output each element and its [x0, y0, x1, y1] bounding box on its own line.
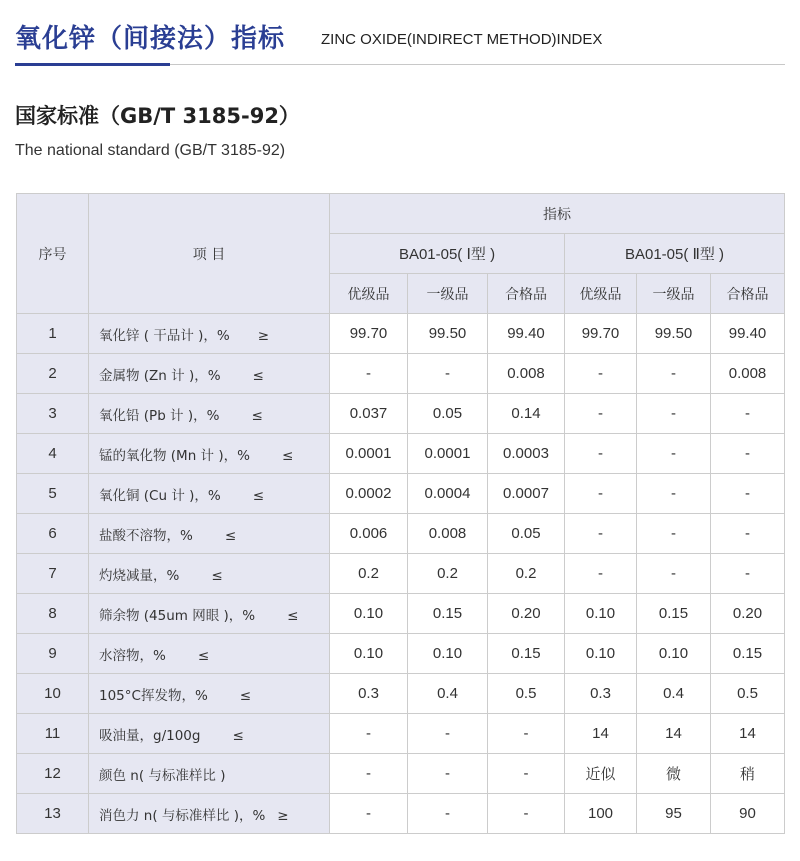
- value-cell: 0.3: [565, 674, 637, 714]
- row-number: 11: [17, 714, 89, 754]
- page-header: [15, 18, 785, 66]
- value-cell: -: [488, 754, 565, 794]
- row-item: [89, 714, 330, 754]
- row-item: [89, 514, 330, 554]
- row-number: 13: [17, 794, 89, 834]
- row-number: 2: [17, 354, 89, 394]
- value-cell: 近似: [565, 754, 637, 794]
- row-number: 5: [17, 474, 89, 514]
- value-cell: -: [565, 474, 637, 514]
- table-row: [17, 514, 785, 554]
- table-row: [17, 674, 785, 714]
- value-cell: 0.3: [330, 674, 408, 714]
- item-label: 金属物 (Zn 计 )，%: [99, 367, 221, 384]
- header-type-2: BA01-05( Ⅱ型 ): [565, 234, 785, 274]
- value-cell: 0.15: [408, 594, 488, 634]
- table-row: [17, 434, 785, 474]
- row-number: 7: [17, 554, 89, 594]
- value-cell: 0.2: [408, 554, 488, 594]
- comparison-symbol: ≤: [197, 647, 210, 664]
- value-cell: 0.10: [565, 594, 637, 634]
- value-cell: 99.70: [565, 314, 637, 354]
- value-cell: -: [565, 394, 637, 434]
- value-cell: 0.0007: [488, 474, 565, 514]
- row-item: [89, 354, 330, 394]
- header-grade: 合格品: [711, 274, 785, 314]
- table-head: [17, 194, 785, 314]
- header-index: 指标: [330, 194, 785, 234]
- row-item: [89, 434, 330, 474]
- value-cell: 微: [637, 754, 711, 794]
- row-number: 10: [17, 674, 89, 714]
- header-no: 序号: [17, 194, 89, 314]
- value-cell: 0.0001: [330, 434, 408, 474]
- value-cell: 0.008: [711, 354, 785, 394]
- value-cell: 0.037: [330, 394, 408, 434]
- value-cell: 0.2: [488, 554, 565, 594]
- row-item: [89, 794, 330, 834]
- value-cell: 99.70: [330, 314, 408, 354]
- table-row: [17, 474, 785, 514]
- row-item: [89, 474, 330, 514]
- table-row: [17, 314, 785, 354]
- value-cell: 0.006: [330, 514, 408, 554]
- row-number: 6: [17, 514, 89, 554]
- value-cell: 0.10: [637, 634, 711, 674]
- value-cell: 0.0004: [408, 474, 488, 514]
- value-cell: 0.4: [637, 674, 711, 714]
- table-row: [17, 714, 785, 754]
- value-cell: 稍: [711, 754, 785, 794]
- row-number: 1: [17, 314, 89, 354]
- value-cell: 90: [711, 794, 785, 834]
- comparison-symbol: ≤: [224, 527, 237, 544]
- item-label: 氧化铅 (Pb 计 )，%: [99, 407, 220, 424]
- value-cell: 99.40: [488, 314, 565, 354]
- header-accent-bar: [15, 63, 170, 66]
- value-cell: 0.05: [408, 394, 488, 434]
- table-row: [17, 594, 785, 634]
- comparison-symbol: ≥: [257, 327, 270, 344]
- item-label: 水溶物，%: [99, 647, 166, 664]
- table-row: [17, 794, 785, 834]
- value-cell: -: [637, 474, 711, 514]
- item-label: 氧化铜 (Cu 计 )，%: [99, 487, 221, 504]
- table-row: [17, 754, 785, 794]
- value-cell: -: [711, 514, 785, 554]
- value-cell: -: [711, 434, 785, 474]
- row-item: [89, 314, 330, 354]
- standard-title: 国家标准（GB/T 3185-92）: [15, 104, 300, 128]
- value-cell: -: [408, 354, 488, 394]
- value-cell: 0.008: [408, 514, 488, 554]
- header-grade: 一级品: [408, 274, 488, 314]
- comparison-symbol: ≤: [252, 367, 264, 384]
- value-cell: -: [711, 474, 785, 514]
- value-cell: 14: [711, 714, 785, 754]
- row-number: 3: [17, 394, 89, 434]
- value-cell: 0.2: [330, 554, 408, 594]
- row-number: 4: [17, 434, 89, 474]
- page-title: 氧化锌（间接法）指标: [15, 24, 286, 54]
- table-row: [17, 634, 785, 674]
- value-cell: -: [637, 394, 711, 434]
- value-cell: -: [488, 714, 565, 754]
- value-cell: -: [408, 754, 488, 794]
- value-cell: -: [330, 714, 408, 754]
- value-cell: -: [637, 554, 711, 594]
- comparison-symbol: ≤: [211, 567, 223, 584]
- value-cell: 0.20: [711, 594, 785, 634]
- value-cell: 0.10: [330, 634, 408, 674]
- spec-table: [16, 193, 785, 834]
- value-cell: 95: [637, 794, 711, 834]
- table-row: [17, 354, 785, 394]
- value-cell: 0.14: [488, 394, 565, 434]
- item-label: 盐酸不溶物，%: [99, 527, 193, 544]
- value-cell: -: [637, 354, 711, 394]
- value-cell: -: [330, 754, 408, 794]
- value-cell: 100: [565, 794, 637, 834]
- header-grade: 合格品: [488, 274, 565, 314]
- item-label: 105°C挥发物，%: [99, 687, 208, 704]
- value-cell: -: [408, 794, 488, 834]
- row-item: [89, 634, 330, 674]
- table-row: [17, 394, 785, 434]
- value-cell: 0.15: [637, 594, 711, 634]
- value-cell: 99.50: [637, 314, 711, 354]
- value-cell: -: [711, 554, 785, 594]
- comparison-symbol: ≤: [232, 727, 244, 744]
- value-cell: 0.05: [488, 514, 565, 554]
- value-cell: 0.008: [488, 354, 565, 394]
- value-cell: -: [711, 394, 785, 434]
- value-cell: 0.20: [488, 594, 565, 634]
- value-cell: 0.15: [488, 634, 565, 674]
- item-label: 筛余物 (45um 网眼 )，%: [99, 607, 256, 624]
- item-label: 颜色 n( 与标准样比 ): [99, 767, 226, 784]
- value-cell: -: [637, 434, 711, 474]
- value-cell: 99.40: [711, 314, 785, 354]
- comparison-symbol: ≤: [252, 487, 265, 504]
- value-cell: 14: [637, 714, 711, 754]
- header-grade: 一级品: [637, 274, 711, 314]
- value-cell: 0.5: [711, 674, 785, 714]
- row-number: 12: [17, 754, 89, 794]
- item-label: 灼烧减量，%: [99, 567, 180, 584]
- value-cell: 0.15: [711, 634, 785, 674]
- value-cell: -: [565, 354, 637, 394]
- item-label: 锰的氧化物 (Mn 计 )，%: [99, 447, 250, 464]
- table-row: [17, 554, 785, 594]
- header-grade: 优级品: [330, 274, 408, 314]
- value-cell: -: [565, 514, 637, 554]
- value-cell: 0.10: [330, 594, 408, 634]
- value-cell: 0.0001: [408, 434, 488, 474]
- value-cell: 0.0003: [488, 434, 565, 474]
- value-cell: -: [408, 714, 488, 754]
- value-cell: 0.4: [408, 674, 488, 714]
- row-item: [89, 394, 330, 434]
- item-label: 氧化锌 ( 干品计 )，%: [99, 327, 230, 344]
- comparison-symbol: ≥: [277, 807, 289, 824]
- comparison-symbol: ≤: [251, 407, 263, 424]
- header-type-1: BA01-05( Ⅰ型 ): [330, 234, 565, 274]
- value-cell: -: [637, 514, 711, 554]
- row-item: [89, 754, 330, 794]
- value-cell: -: [565, 554, 637, 594]
- comparison-symbol: ≤: [281, 447, 294, 464]
- value-cell: 14: [565, 714, 637, 754]
- page-title-english: ZINC OXIDE(INDIRECT METHOD)INDEX: [321, 31, 603, 48]
- row-item: [89, 594, 330, 634]
- value-cell: 99.50: [408, 314, 488, 354]
- item-label: 吸油量，g/100g: [99, 727, 201, 744]
- header-item: 项 目: [89, 194, 330, 314]
- value-cell: 0.5: [488, 674, 565, 714]
- value-cell: -: [488, 794, 565, 834]
- value-cell: -: [330, 354, 408, 394]
- comparison-symbol: ≤: [287, 607, 299, 624]
- row-number: 9: [17, 634, 89, 674]
- row-item: [89, 554, 330, 594]
- header-grade: 优级品: [565, 274, 637, 314]
- table-body: [17, 314, 785, 834]
- value-cell: 0.10: [565, 634, 637, 674]
- comparison-symbol: ≤: [239, 687, 252, 704]
- item-label: 消色力 n( 与标准样比 )，%: [99, 807, 266, 824]
- row-item: [89, 674, 330, 714]
- value-cell: 0.0002: [330, 474, 408, 514]
- value-cell: -: [330, 794, 408, 834]
- value-cell: 0.10: [408, 634, 488, 674]
- value-cell: -: [565, 434, 637, 474]
- row-number: 8: [17, 594, 89, 634]
- standard-subtitle: The national standard (GB/T 3185-92): [15, 142, 286, 159]
